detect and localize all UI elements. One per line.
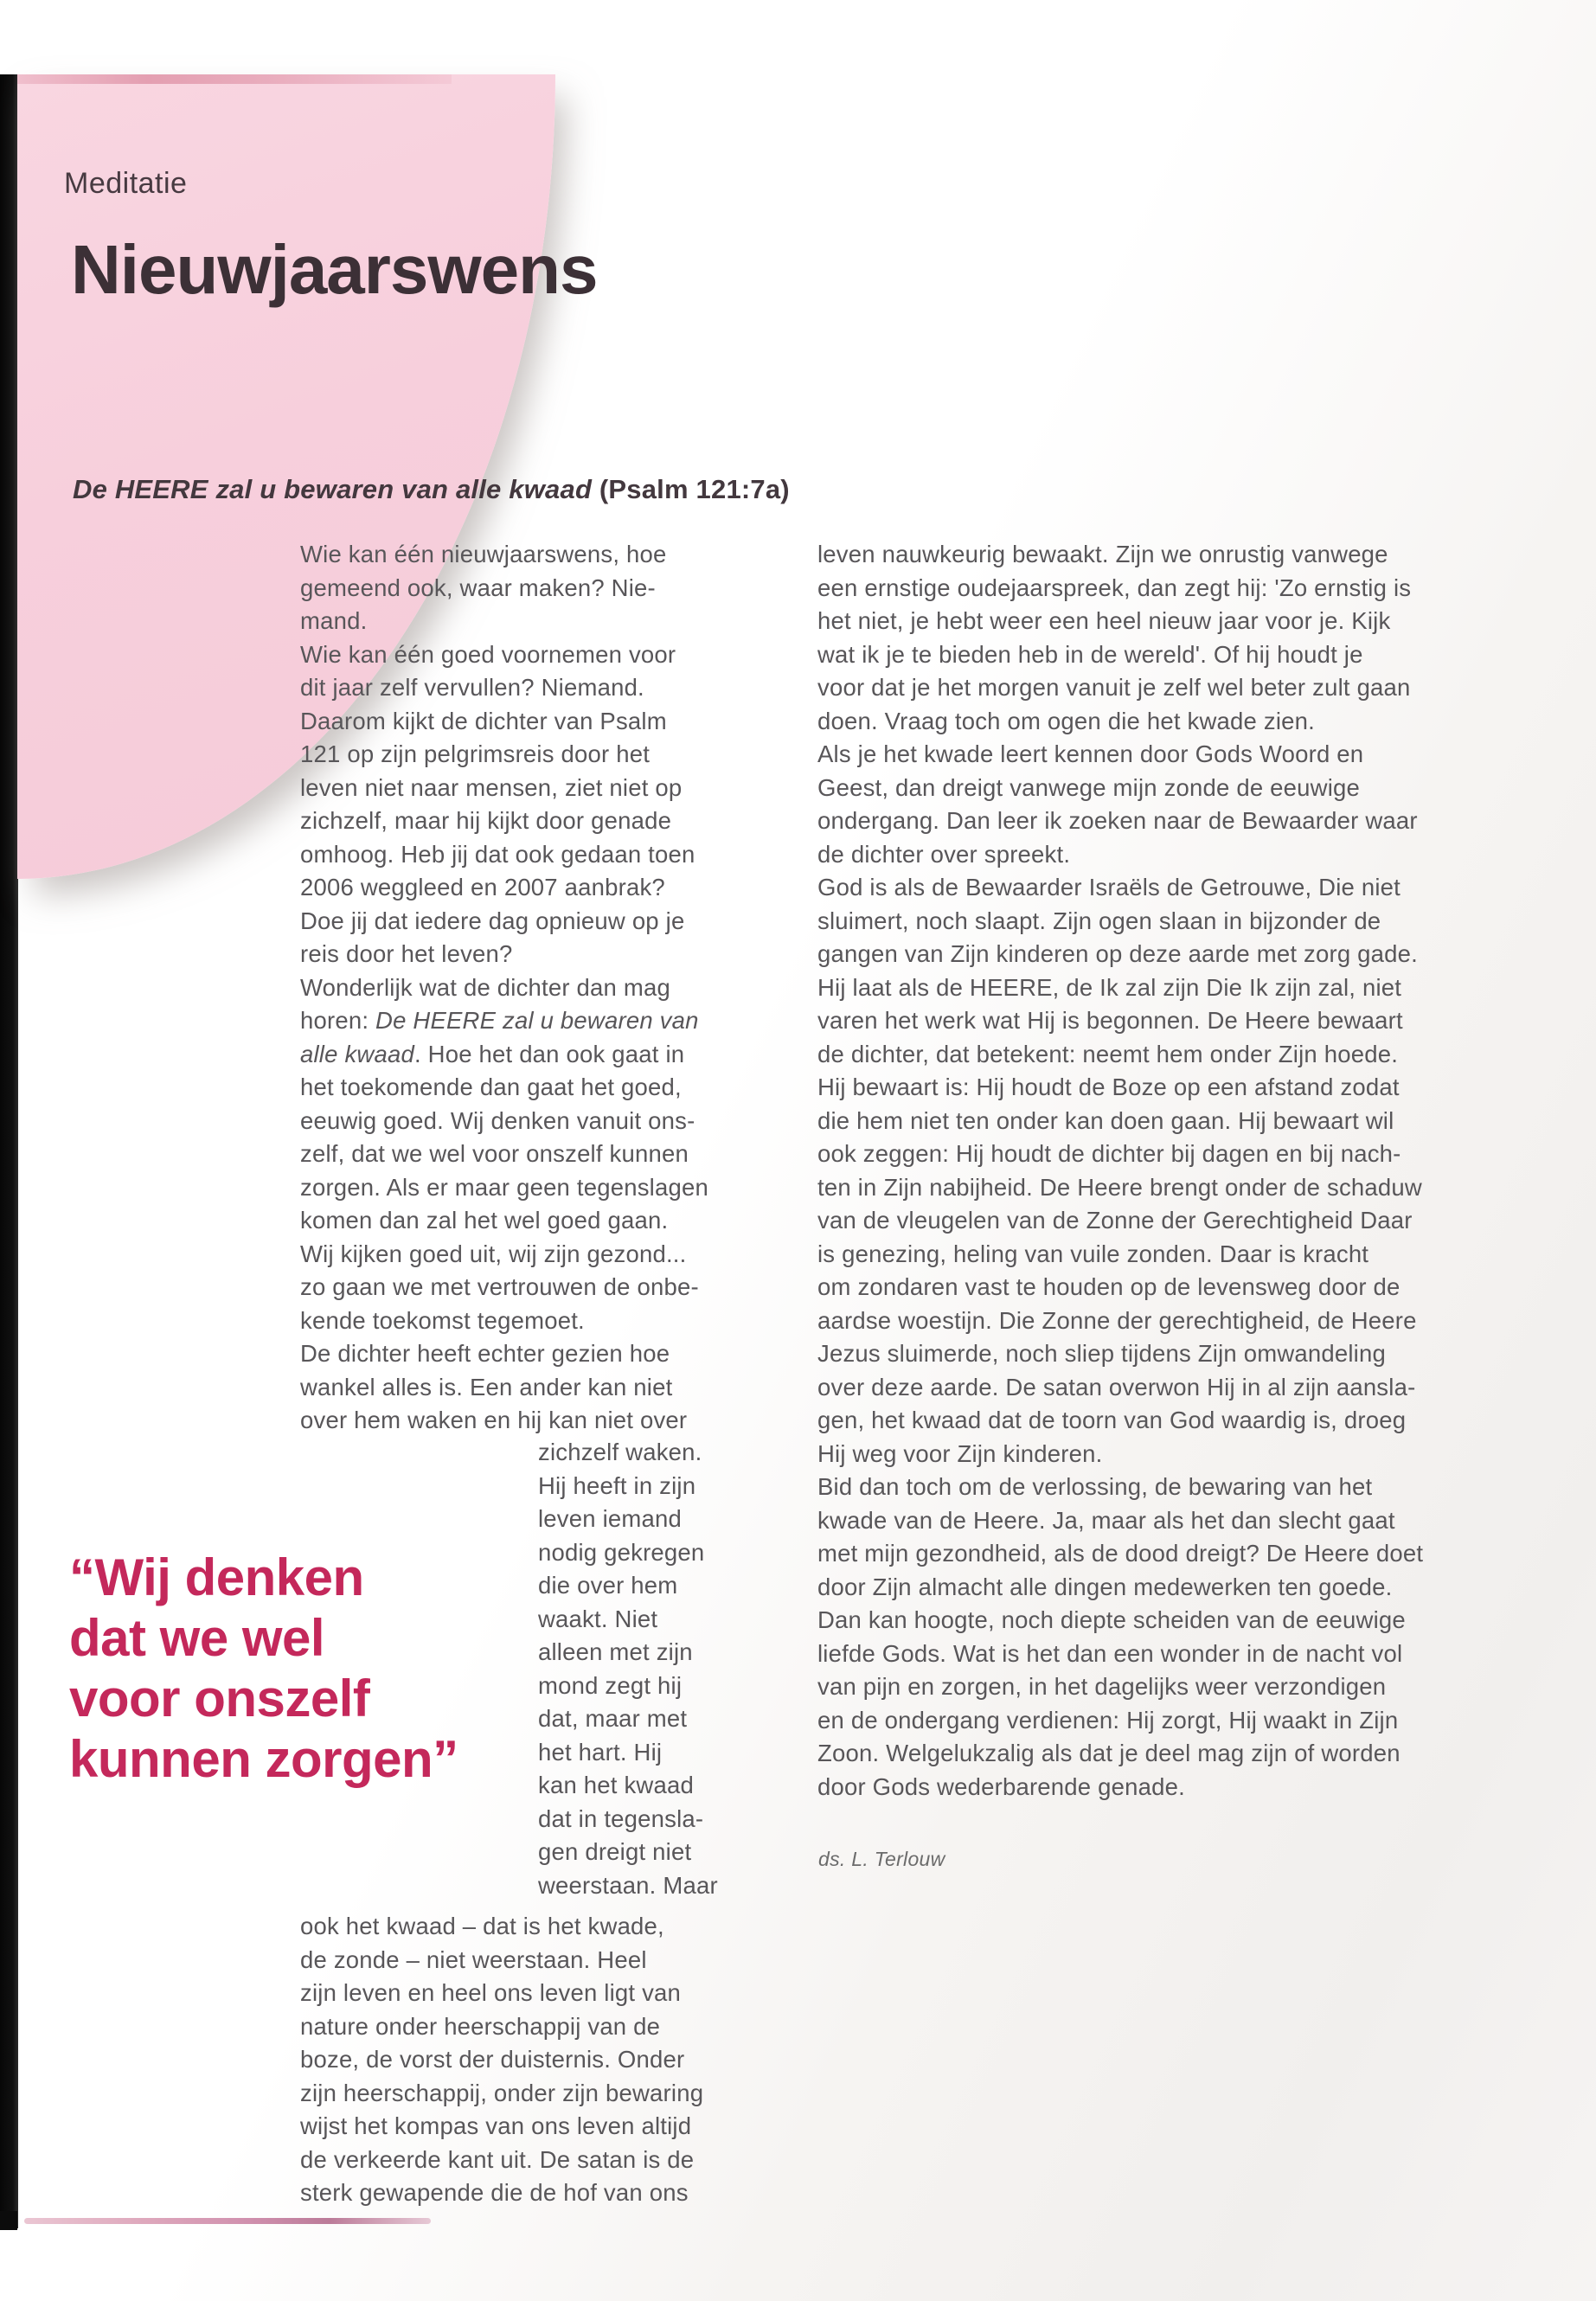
text-line: Jezus sluimerde, noch sliep tijdens Zijn omwandeling — [817, 1340, 1386, 1367]
text-line: “Wij denken — [69, 1548, 364, 1606]
text-line: dat we wel — [69, 1609, 325, 1667]
text-line: over hem waken en hij kan niet over — [300, 1407, 688, 1433]
text-line: zichzelf waken. — [538, 1439, 702, 1465]
text-line: mond zegt hij — [538, 1671, 683, 1699]
text-line: de verkeerde kant uit. De satan is de — [300, 2145, 695, 2173]
text-line: Daarom kijkt de dichter van Psalm — [300, 707, 667, 734]
text-line: Als je het kwade leert kennen door Gods Woord en — [817, 740, 1364, 767]
text-line: over deze aarde. De satan overwon Hij in al zijn aansla- — [817, 1373, 1416, 1400]
text-line: 121 op zijn pelgrimsreis door het — [300, 740, 651, 767]
text-line: Hij bewaart is: Hij houdt de Boze op een afstand zodat — [817, 1074, 1400, 1100]
text-line: door Gods wederbarende genade. — [817, 1772, 1185, 1800]
text-line: voor onszelf — [69, 1670, 370, 1727]
text-line: reis door het leven? — [300, 940, 513, 967]
text-line: leven nauwkeurig bewaakt. Zijn we onrustig vanwege — [817, 541, 1388, 567]
text-line: liefde Gods. Wat is het dan een wonder in de nacht vol — [817, 1639, 1403, 1667]
text-line: Wonderlijk wat de dichter dan mag — [300, 973, 670, 1001]
scripture-quote: De HEERE zal u bewaren van alle kwaad — [73, 474, 593, 504]
text-line: dat in tegensla- — [538, 1804, 704, 1832]
text-line: Geest, dan dreigt vanwege mijn zonde de eeuwige — [817, 773, 1361, 801]
text-line: horen: De HEERE zal u bewaren van — [300, 1007, 699, 1034]
text-line: het hart. Hij — [538, 1738, 663, 1766]
text-line: die hem niet ten onder kan doen gaan. Hij bewaart wil — [817, 1106, 1394, 1134]
text-line: de zonde – niet weerstaan. Heel — [300, 1945, 647, 1973]
text-line: zijn heerschappij, onder zijn bewaring — [300, 2079, 704, 2106]
text-line: Wie kan één nieuwjaarswens, hoe — [300, 541, 667, 567]
text-line: gangen van Zijn kinderen op deze aarde met zorg gade. — [817, 940, 1418, 967]
text-line: omhoog. Heb jij dat ook gedaan toen — [300, 840, 695, 868]
text-line: dat, maar met — [538, 1705, 688, 1732]
text-line: sluimert, noch slaapt. Zijn ogen slaan in bijzonder de — [817, 907, 1381, 934]
text-line: zichzelf, maar hij kijkt door genade — [300, 807, 672, 834]
section-label: Meditatie — [64, 167, 188, 200]
text-line: met mijn gezondheid, als de dood dreigt? De Heere doet — [817, 1540, 1424, 1567]
text-line: Hij weg voor Zijn kinderen. — [817, 1439, 1103, 1467]
text-line: kan het kwaad — [538, 1772, 694, 1798]
left-column-bottom — [300, 1910, 703, 2210]
text-line: De dichter heeft echter gezien hoe — [300, 1340, 670, 1367]
text-line: de dichter, dat betekent: neemt hem onder Zijn hoede. — [817, 1040, 1399, 1067]
text-line: leven iemand — [538, 1505, 682, 1532]
text-line: zorgen. Als er maar geen tegenslagen — [300, 1173, 708, 1201]
text-line: mand. — [300, 607, 368, 634]
text-line: alle kwaad. Hoe het dan ook gaat in — [300, 1040, 685, 1067]
scripture-subtitle — [73, 474, 790, 505]
text-line: Doe jij dat iedere dag opnieuw op je — [300, 907, 685, 934]
text-line: God is als de Bewaarder Israëls de Getrouwe, Die niet — [817, 874, 1401, 901]
text-line: ondergang. Dan leer ik zoeken naar de Bewaarder waar — [817, 807, 1418, 834]
scripture-reference: (Psalm 121:7a) — [592, 474, 790, 504]
text-line: alleen met zijn — [538, 1638, 693, 1665]
text-line: kwade van de Heere. Ja, maar als het dan slecht gaat — [817, 1506, 1395, 1534]
scan-artifact-line — [24, 2218, 431, 2224]
text-line: het toekomende dan gaat het goed, — [300, 1074, 682, 1100]
text-line: Bid dan toch om de verlossing, de bewaring van het — [817, 1473, 1373, 1500]
text-line: Dan kan hoogte, noch diepte scheiden van de eeuwige — [817, 1606, 1406, 1633]
text-line: zijn leven en heel ons leven ligt van — [300, 1979, 682, 2006]
text-line: varen het werk wat Hij is begonnen. De Heere bewaart — [817, 1007, 1403, 1034]
text-line: ten in Zijn nabijheid. De Heere brengt onder de schaduw — [817, 1173, 1422, 1201]
text-line: Zoon. Welgelukzalig als dat je deel mag zijn of worden — [817, 1740, 1401, 1766]
text-line: ook zeggen: Hij houdt de dichter bij dagen en bij nach- — [817, 1140, 1401, 1167]
text-line: het niet, je hebt weer een heel nieuw jaar voor je. Kijk — [817, 607, 1391, 634]
scan-edge-strip-bottom — [0, 2211, 17, 2230]
pull-quote — [69, 1548, 458, 1790]
text-line: waakt. Niet — [538, 1605, 658, 1632]
text-line: ook het kwaad – dat is het kwade, — [300, 1913, 664, 1939]
text-line: nature onder heerschappij van de — [300, 2012, 661, 2040]
text-line: gen dreigt niet — [538, 1838, 692, 1865]
text-line: Wie kan één goed voornemen voor — [300, 640, 676, 668]
text-line: wijst het kompas van ons leven altijd — [300, 2112, 692, 2139]
author-signature: ds. L. Terlouw — [818, 1848, 945, 1870]
text-line: door Zijn almacht alle dingen medewerken ten goede. — [817, 1573, 1393, 1600]
left-column-top — [300, 538, 708, 1438]
right-column — [817, 538, 1423, 1804]
text-line: sterk gewapende die de hof van ons — [300, 2179, 689, 2206]
text-line: die over hem — [538, 1572, 678, 1599]
text-line: weerstaan. Maar — [538, 1871, 718, 1899]
text-line: en de ondergang verdienen: Hij zorgt, Hij waakt in Zijn — [817, 1706, 1399, 1734]
text-line: kende toekomst tegemoet. — [300, 1306, 585, 1334]
text-line: is genezing, heling van vuile zonden. Daar is kracht — [817, 1240, 1369, 1267]
text-line: van de vleugelen van de Zonne der Gerechtigheid Daar — [817, 1207, 1413, 1234]
text-line: Hij heeft in zijn — [538, 1471, 696, 1499]
text-line: gen, het kwaad dat de toorn van God waardig is, droeg — [817, 1407, 1407, 1433]
text-line: de dichter over spreekt. — [817, 840, 1071, 868]
left-column-wrapped — [538, 1436, 718, 1902]
scan-edge-strip — [0, 74, 18, 2228]
text-line: zo gaan we met vertrouwen de onbe- — [300, 1273, 699, 1300]
text-line: aardse woestijn. Die Zonne der gerechtigheid, de Heere — [817, 1306, 1417, 1334]
text-line: 2006 weggleed en 2007 aanbrak? — [300, 874, 665, 901]
page-title: Nieuwjaarswens — [71, 231, 598, 308]
text-line: wat ik je te bieden heb in de wereld'. Of hij houdt je — [817, 640, 1363, 668]
text-line: van pijn en zorgen, in het dagelijks weer verzondigen — [817, 1673, 1387, 1700]
text-line: kunnen zorgen” — [69, 1730, 458, 1788]
text-line: om zondaren vast te houden op de levensweg door de — [817, 1273, 1401, 1300]
text-line: Hij laat als de HEERE, de Ik zal zijn Die Ik zijn zal, niet — [817, 973, 1402, 1001]
text-line: voor dat je het morgen vanuit je zelf wel beter zult gaan — [817, 674, 1411, 701]
text-line: leven niet naar mensen, ziet niet op — [300, 773, 683, 801]
text-line: eeuwig goed. Wij denken vanuit ons- — [300, 1106, 695, 1134]
text-line: nodig gekregen — [538, 1538, 705, 1566]
text-line: boze, de vorst der duisternis. Onder — [300, 2046, 685, 2073]
text-line: komen dan zal het wel goed gaan. — [300, 1207, 669, 1234]
text-line: dit jaar zelf vervullen? Niemand. — [300, 674, 644, 701]
text-line: wankel alles is. Een ander kan niet — [300, 1373, 673, 1400]
text-line: gemeend ook, waar maken? Nie- — [300, 574, 656, 601]
text-line: een ernstige oudejaarspreek, dan zegt hij: 'Zo ernstig is — [817, 574, 1412, 601]
text-line: Wij kijken goed uit, wij zijn gezond... — [300, 1240, 687, 1267]
text-line: zelf, dat we wel voor onszelf kunnen — [300, 1140, 689, 1167]
text-line: doen. Vraag toch om ogen die het kwade zien. — [817, 707, 1315, 734]
